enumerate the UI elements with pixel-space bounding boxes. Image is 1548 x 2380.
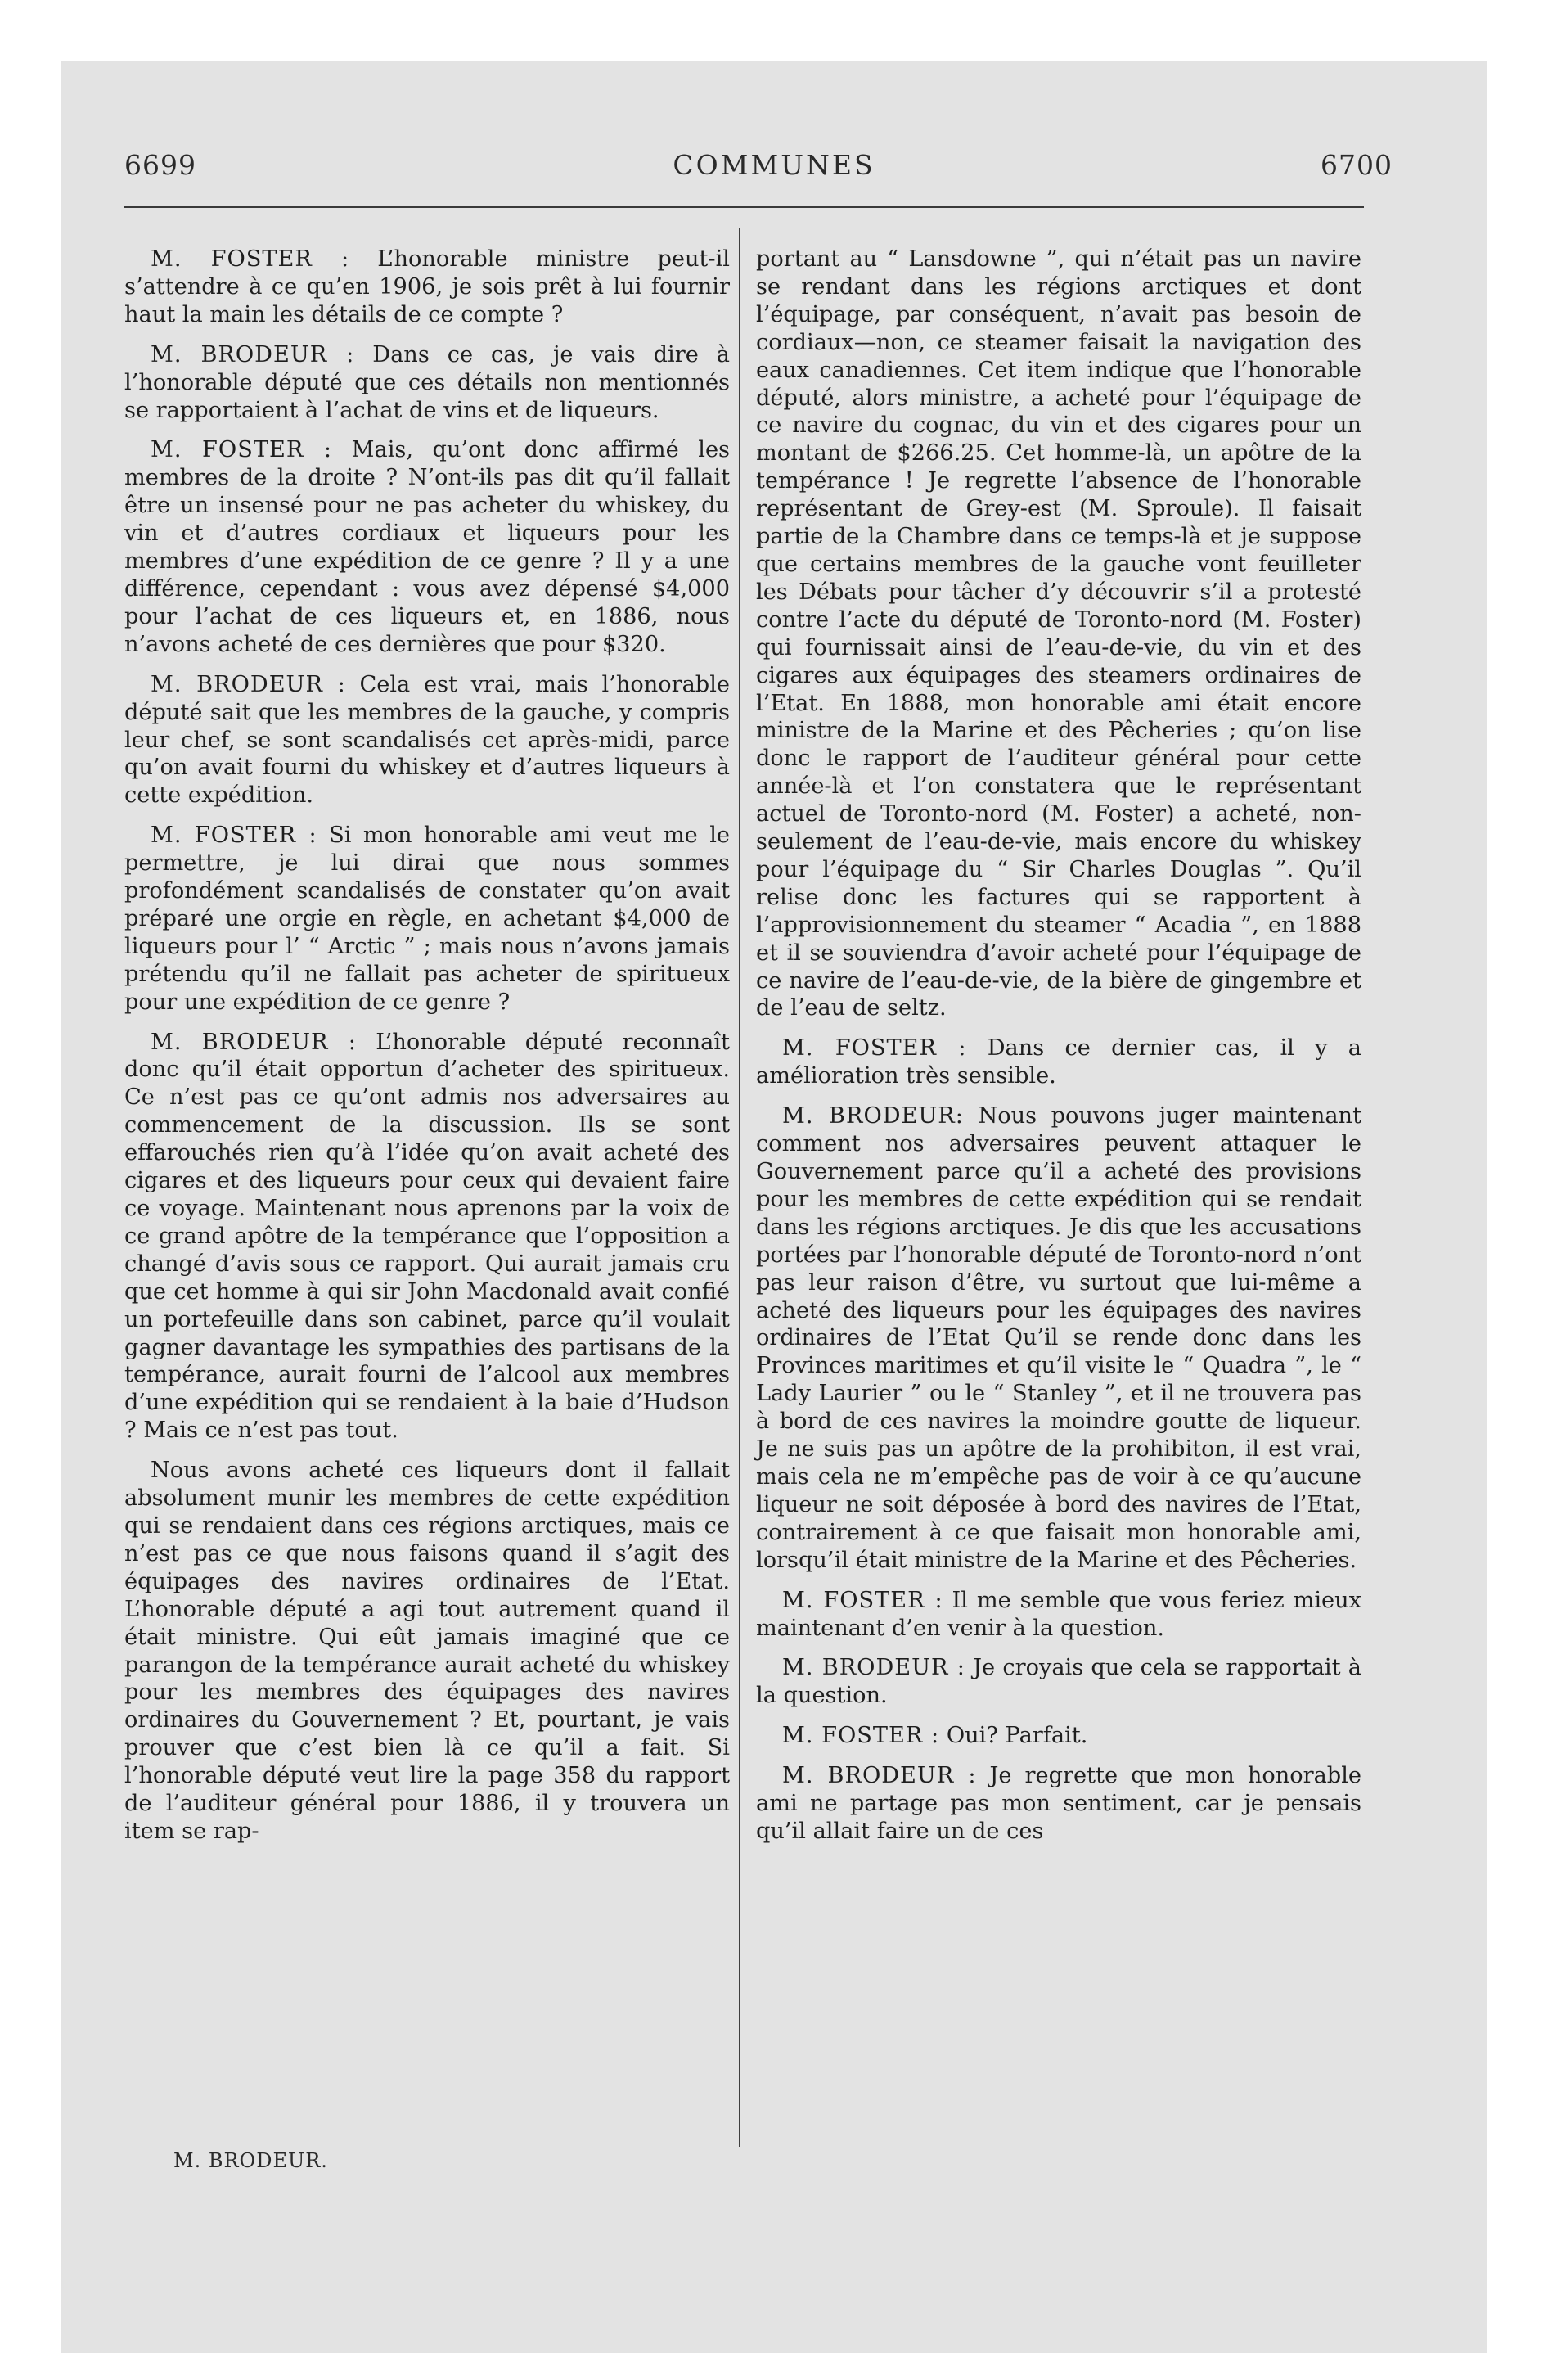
speech-paragraph: [124, 1457, 730, 1846]
speaker-name: M. FOSTER :: [782, 1723, 940, 1749]
speech-text: Dans ce dernier cas, il y a amélioration très sensible.: [756, 1035, 1361, 1089]
speech-paragraph: [124, 246, 730, 329]
speaker-name: M. FOSTER :: [151, 246, 350, 272]
header-rule: [124, 206, 1364, 208]
speaker-name: M. FOSTER :: [151, 437, 333, 463]
speech-paragraph-continued: [756, 246, 1361, 1022]
speaker-name: M. BRODEUR :: [782, 1763, 977, 1789]
speaker-name: M. BRODEUR:: [782, 1103, 964, 1129]
page-number-right: 6700: [1321, 149, 1393, 181]
speech-text: Mais, qu’ont donc affirmé les membres de la droite ? N’ont-ils pas dit qu’il fallait être un insensé pour ne pas acheter du whiskey, du vin et d’autres cordiaux et liqueurs pour les membres d’une expédition de ce genre ? Il y a une différence, cependant : vous avez dépensé $4,000 pour l’achat de ces liqueurs et, en 1886, nous n’avons acheté de ces dernières que pour $320.: [124, 437, 730, 657]
speech-paragraph: [756, 1034, 1361, 1090]
speech-text: Si mon honorable ami veut me le permettre, je lui dirai que nous sommes profondément scandalisés de constater qu’on avait préparé une orgie en règle, en achetant $4,000 de liqueurs pour l’ “ Arctic ” ; mais nous n’avons jamais prétendu qu’il ne fallait pas acheter de spiritueux pour une expédition de ce genre ?: [124, 823, 730, 1015]
speech-text: Oui? Parfait.: [946, 1723, 1088, 1749]
speaker-name: M. BRODEUR :: [151, 341, 355, 367]
right-column: [756, 246, 1361, 1858]
speech-paragraph: [124, 436, 730, 658]
speech-paragraph: [756, 1722, 1361, 1750]
speech-paragraph: [124, 1029, 730, 1445]
page-number-left: 6699: [124, 149, 196, 181]
running-title: COMMUNES: [673, 149, 875, 181]
speech-text: Nous avons acheté ces liqueurs dont il fallait absolument munir les membres de cette expédition qui se rendaient dans ces régions arctiques, mais ce n’est pas ce que nous faisons quand il s’agit des équipages des navires ordinaires de l’Etat. L’honorable député a agi tout autrement quand il était ministre. Qui eût jamais imaginé que ce parangon de la tempérance aurait acheté du whiskey pour les membres des équipages des navires ordinaires du Gouvernement ? Et, pourtant, je vais prouver que c’est bien là ce qu’il a fait. Si l’honorable député veut lire la page 358 du rapport de l’auditeur général pour 1886, il y trouvera un item se rap-: [124, 1458, 730, 1844]
speaker-name: M. BRODEUR :: [782, 1655, 965, 1681]
speech-paragraph: [124, 671, 730, 810]
speech-text: Cela est vrai, mais l’honorable député sait que les membres de la gauche, y compris leur chef, se sont scandalisés cet après-midi, parce qu’on avait fourni du whiskey et d’autres liqueurs à cette expédition.: [124, 671, 730, 809]
speech-paragraph: [756, 1762, 1361, 1846]
speech-paragraph: [756, 1587, 1361, 1643]
speech-text: portant au “ Lansdowne ”, qui n’était pas un navire se rendant dans les régions arctiques et dont l’équipage, par conséquent, n’avait pas besoin de cordiaux—non, ce steamer faisait la navigation des eaux canadiennes. Cet item indique que l’honorable député, alors ministre, a acheté pour l’équipage de ce navire du cognac, du vin et des cigares pour un montant de $266.25. Cet homme-là, un apôtre de la tempérance ! Je regrette l’absence de l’honorable représentant de Grey-est (M. Sproule). Il faisait partie de la Chambre dans ce temps-là et je suppose que certains membres de la gauche vont feuilleter les Débats pour tâcher d’y découvrir s’il a protesté contre l’acte du député de Toronto-nord (M. Foster) qui fournissait ainsi de l’eau-de-vie, du vin et des cigares aux équipages des steamers ordinaires de l’Etat. En 1888, mon honorable ami était encore ministre de la Marine et des Pêcheries ; qu’on lise donc le rapport de l’auditeur général pour cette année-là et l’on constatera que le représentant actuel de Toronto-nord (M. Foster) a acheté, non-seulement de l’eau-de-vie, mais encore du whiskey pour l’équipage du “ Sir Charles Douglas ”. Qu’il relise donc les factures qui se rapportent à l’approvisionnement du steamer “ Acadia ”, en 1888 et il se souviendra d’avoir acheté pour l’équipage de ce navire de l’eau-de-vie, de la bière de gingembre et de l’eau de seltz.: [756, 246, 1361, 1021]
speech-paragraph: [756, 1654, 1361, 1710]
speaker-name: M. FOSTER :: [782, 1587, 943, 1613]
speech-paragraph: [124, 341, 730, 425]
speaker-name: M. FOSTER :: [151, 823, 317, 849]
speech-paragraph: [756, 1102, 1361, 1574]
speech-text: L’honorable ministre peut-il s’attendre à ce qu’en 1906, je sois prêt à lui fournir haut la main les détails de ce compte ?: [124, 246, 730, 327]
speaker-name: M. BRODEUR :: [151, 1029, 357, 1055]
column-divider: [739, 228, 740, 2147]
speech-text: Je regrette que mon honorable ami ne partage pas mon sentiment, car je pensais qu’il allait faire un de ces: [756, 1763, 1361, 1844]
speech-paragraph: [124, 822, 730, 1016]
speech-text: Il me semble que vous feriez mieux maintenant d’en venir à la question.: [756, 1587, 1361, 1641]
speech-text: Nous pouvons juger maintenant comment nos adversaires peuvent attaquer le Gouvernement parce qu’il a acheté des provisions pour les membres de cette expédition qui se rendait dans les régions arctiques. Je dis que les accusations portées par l’honorable député de Toronto-nord n’ont pas leur raison d’être, vu surtout que lui-même a acheté des liqueurs pour les équipages des navires ordinaires de l’Etat Qu’il se rende donc dans les Provinces maritimes et qu’il visite le “ Quadra ”, le “ Lady Laurier ” ou le “ Stanley ”, et il ne trouvera pas à bord de ces navires la moindre goutte de liqueur. Je ne suis pas un apôtre de la prohibiton, il est vrai, mais cela ne m’empêche pas de voir à ce qu’aucune liqueur ne soit déposée à bord des navires de l’Etat, contrairement à ce que faisait mon honorable ami, lorsqu’il était ministre de la Marine et des Pêcheries.: [756, 1103, 1361, 1573]
speaker-name: M. FOSTER :: [782, 1035, 967, 1062]
catchword: M. BRODEUR.: [173, 2149, 328, 2172]
left-column: [124, 246, 730, 1858]
speech-text: Dans ce cas, je vais dire à l’honorable député que ces détails non mentionnés se rapportaient à l’achat de vins et de liqueurs.: [124, 341, 730, 423]
speech-text: L’honorable député reconnaît donc qu’il était opportun d’acheter des spiritueux. Ce n’est pas ce qu’ont admis nos adversaires au commencement de la discussion. Ils se sont effarouchés rien qu’à l’idée qu’on avait acheté des cigares et des liqueurs pour ceux qui devaient faire ce voyage. Maintenant nous aprenons par la voix de ce grand apôtre de la tempérance que l’opposition a changé d’avis sous ce rapport. Qui aurait jamais cru que cet homme à qui sir John Macdonald avait confié un portefeuille dans son cabinet, parce qu’il voulait gagner davantage les sympathies des partisans de la tempérance, aurait fourni de l’alcool aux membres d’une expédition qui se rendaient à la baie d’Hudson ? Mais ce n’est pas tout.: [124, 1029, 730, 1444]
speech-text: Je croyais que cela se rapportait à la question.: [756, 1655, 1361, 1709]
speaker-name: M. BRODEUR :: [151, 671, 346, 697]
